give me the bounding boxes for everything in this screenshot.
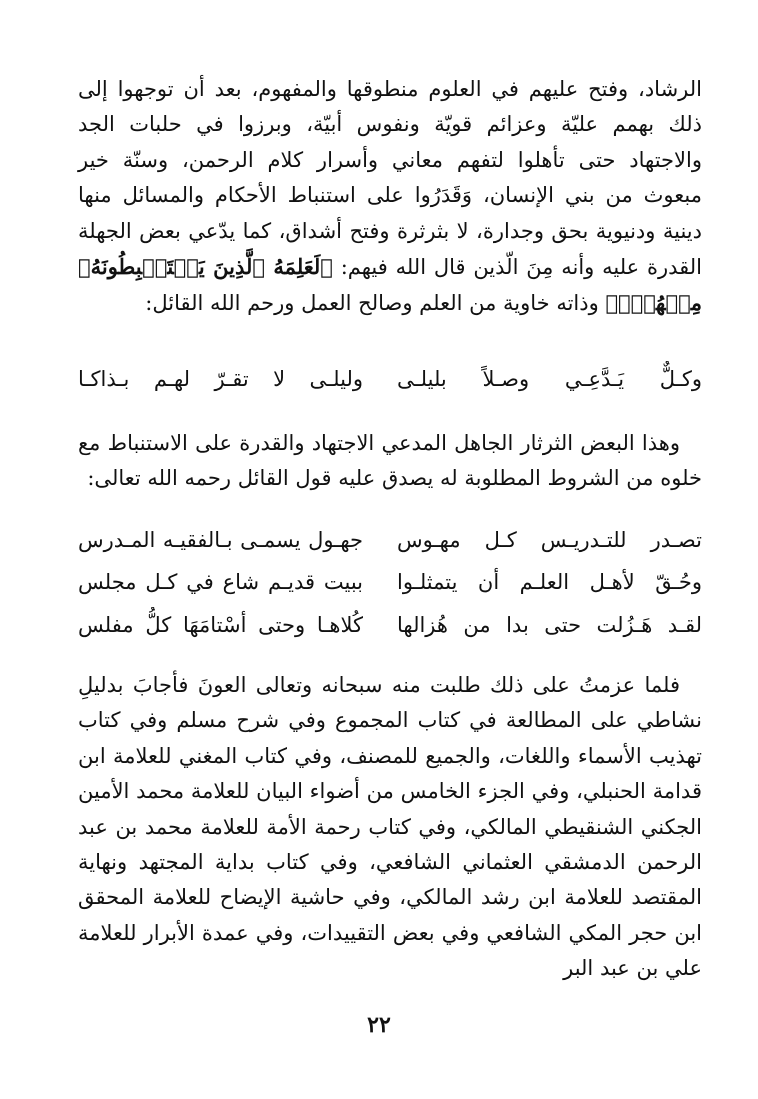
paragraph-intro (78, 72, 702, 322)
verse-second-hemistich: ببيت قديـم شاع في كـل مجلس (78, 570, 363, 594)
paragraph-sources: فلما عزمتُ على ذلك طلبت منه سبحانه وتعالى العونَ فأجابَ بدليلِ نشاطي على المطالعة في كتاب المجموع وفي شرح مسلم وفي كتاب تهذيب الأسماء واللغات، والجميع للمصنف، وفي كتاب المغني للعلامة ابن قدامة الحنبلي، وفي الجزء الخامس من أضواء البيان للعلامة محمد الأمين الجكني الشنقيطي المالكي، وفي كتاب رحمة الأمة للعلامة محمد بن عبد الرحمن الدمشقي العثماني الشافعي، وفي كتاب بداية المجتهد ونهاية المقتصد للعلامة ابن رشد المالكي، وفي حاشية الإيضاح للعلامة المحقق ابن حجر المكي الشافعي وفي بعض التقييدات، وفي عمدة الأبرار للعلامة علي بن عبد البر (78, 673, 702, 981)
verse-first-hemistich: لقـد هَـزُلت حتى بدا من هُزالها (397, 613, 702, 637)
verse-line (78, 607, 702, 643)
verse-second-hemistich: كُلاهـا وحتى أسْتامَهَا كلُّ مفلس (78, 613, 363, 637)
verse-line (78, 361, 702, 397)
quran-verse: ﴿لَعَلِمَهُ ٱلَّذِينَ يَسۡتَنۢبِطُونَهُۥ مِنۡهُمۡۗ﴾ (78, 254, 702, 316)
paragraph-intro-text: الرشاد، وفتح عليهم في العلوم منطوقها والمفهوم، بعد أن توجهوا إلى ذلك بهمم عليّة وعزائم قويّة ونفوس أبيّة، وبرزوا في حلبات الجد والاجتهاد حتى تأهلوا لتفهم معاني وأسرار كلام الرحمن، وسنّة خير مبعوث من بني الإنسان، وَقَدَرُوا على استنباط الأحكام والمسائل منها دينية ودنيوية بحق وجدارة، لا بثرثرة وفتح أشداق، كما يدّعي بعض الجهلة القدرة عليه وأنه مِنَ الّذين قال الله فيهم: (78, 77, 702, 280)
page-number: ٢٢ (367, 1012, 391, 1038)
verse-first-hemistich: وحُـقّ لأهـل العلـم أن يتمثلـوا (397, 570, 702, 594)
verse-first-hemistich: وكـلٌّ يَـدَّعِـي وصـلاً بليلـى (397, 367, 702, 391)
verse-first-hemistich: تصـدر للتـدريـس كـل مهـوس (397, 528, 702, 552)
verse-second-hemistich: جهـول يسمـى بـالفقيـه المـدرس (78, 528, 363, 552)
verse-line (78, 522, 702, 558)
paragraph-critique: وهذا البعض الثرثار الجاهل المدعي الاجتهاد والقدرة على الاستنباط مع خلوه من الشروط المطلوبة له يصدق عليه قول القائل رحمه الله تعالى: (78, 431, 702, 491)
paragraph-intro-tail: وذاته خاوية من العلم وصالح العمل ورحم الله القائل: (145, 291, 599, 316)
verse-line (78, 564, 702, 600)
verse-second-hemistich: وليلـى لا تقـرّ لهـم بـذاكـا (78, 367, 363, 391)
